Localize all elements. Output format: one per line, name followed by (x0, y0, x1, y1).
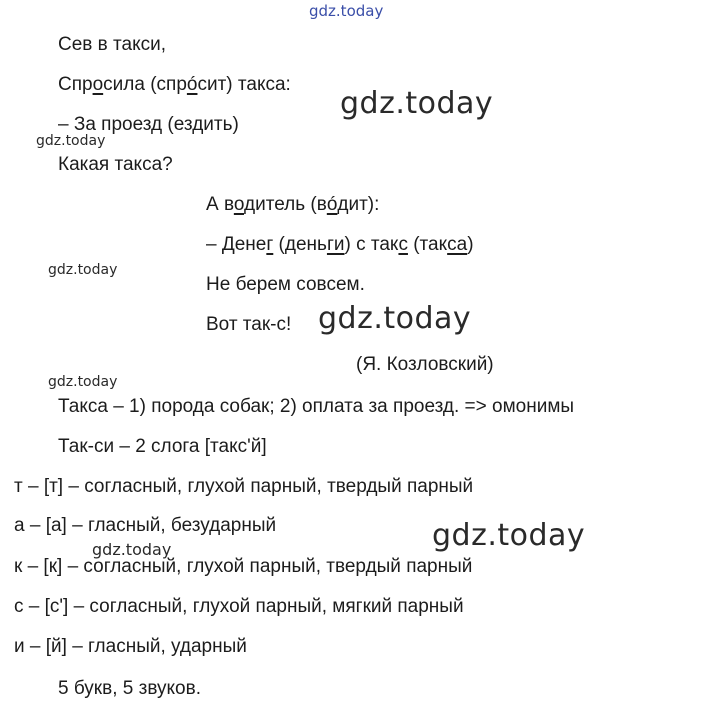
watermark-large-2: gdz.today (318, 301, 472, 336)
letter-line-t: т – [т] – согласный, глухой парный, твердый парный (14, 476, 474, 497)
underlined-letter: ó (186, 74, 198, 95)
meaning-line: Такса – 1) порода собак; 2) оплата за проезд. => омонимы (58, 396, 575, 417)
poem-line-5 (206, 193, 379, 217)
text: дитель (в (244, 194, 327, 215)
text: (день (273, 234, 327, 255)
poem-line-3 (58, 113, 239, 137)
letter-line-a: а – [а] – гласный, безударный (14, 515, 277, 536)
poem-line-8: Вот так-с! (206, 314, 292, 335)
text: (ез (162, 114, 193, 135)
poem-line-7: Не берем совсем. (206, 274, 365, 295)
underlined-letter: д (192, 114, 204, 135)
text: ить) (203, 114, 239, 135)
underlined-letter: о (233, 194, 244, 215)
text: ) (467, 234, 474, 255)
underlined-letter: ги (326, 234, 345, 255)
text: – За проез (58, 114, 152, 135)
letter-line-i: и – [й] – гласный, ударный (14, 636, 247, 657)
letter-line-s: с – [с'] – согласный, глухой парный, мягкий парный (14, 596, 464, 617)
watermark-small-3: gdz.today (48, 374, 118, 390)
letter-line-k: к – [к] – согласный, глухой парный, твердый парный (14, 556, 473, 577)
text: дит): (337, 194, 380, 215)
summary-line: 5 букв, 5 звуков. (58, 678, 201, 699)
watermark-small-4: gdz.today (92, 540, 172, 559)
underlined-letter: с (398, 234, 408, 255)
poem-author: (Я. Козловский) (356, 354, 494, 375)
underlined-letter: са (447, 234, 468, 255)
underlined-letter: д (151, 114, 163, 135)
poem-line-6 (206, 233, 474, 257)
text: сила (спр (103, 74, 187, 95)
text: Спр (58, 74, 93, 95)
underlined-letter: г (266, 234, 274, 255)
text: – Дене (206, 234, 267, 255)
watermark-large-3: gdz.today (432, 518, 586, 553)
poem-line-2 (58, 73, 291, 97)
text: (так (407, 234, 448, 255)
poem-line-1: Сев в такси, (58, 34, 167, 55)
watermark-small-1: gdz.today (36, 133, 106, 149)
underlined-letter: ó (326, 194, 338, 215)
watermark-large-1: gdz.today (340, 86, 494, 121)
text: ) с так (344, 234, 399, 255)
syllables-line: Так-си – 2 слога [такс'й] (58, 436, 267, 457)
watermark-top: gdz.today (309, 2, 384, 20)
underlined-letter: о (92, 74, 104, 95)
text: А в (206, 194, 234, 215)
poem-line-4: Какая такса? (58, 154, 173, 175)
watermark-small-2: gdz.today (48, 262, 118, 278)
text: сит) такса: (197, 74, 291, 95)
